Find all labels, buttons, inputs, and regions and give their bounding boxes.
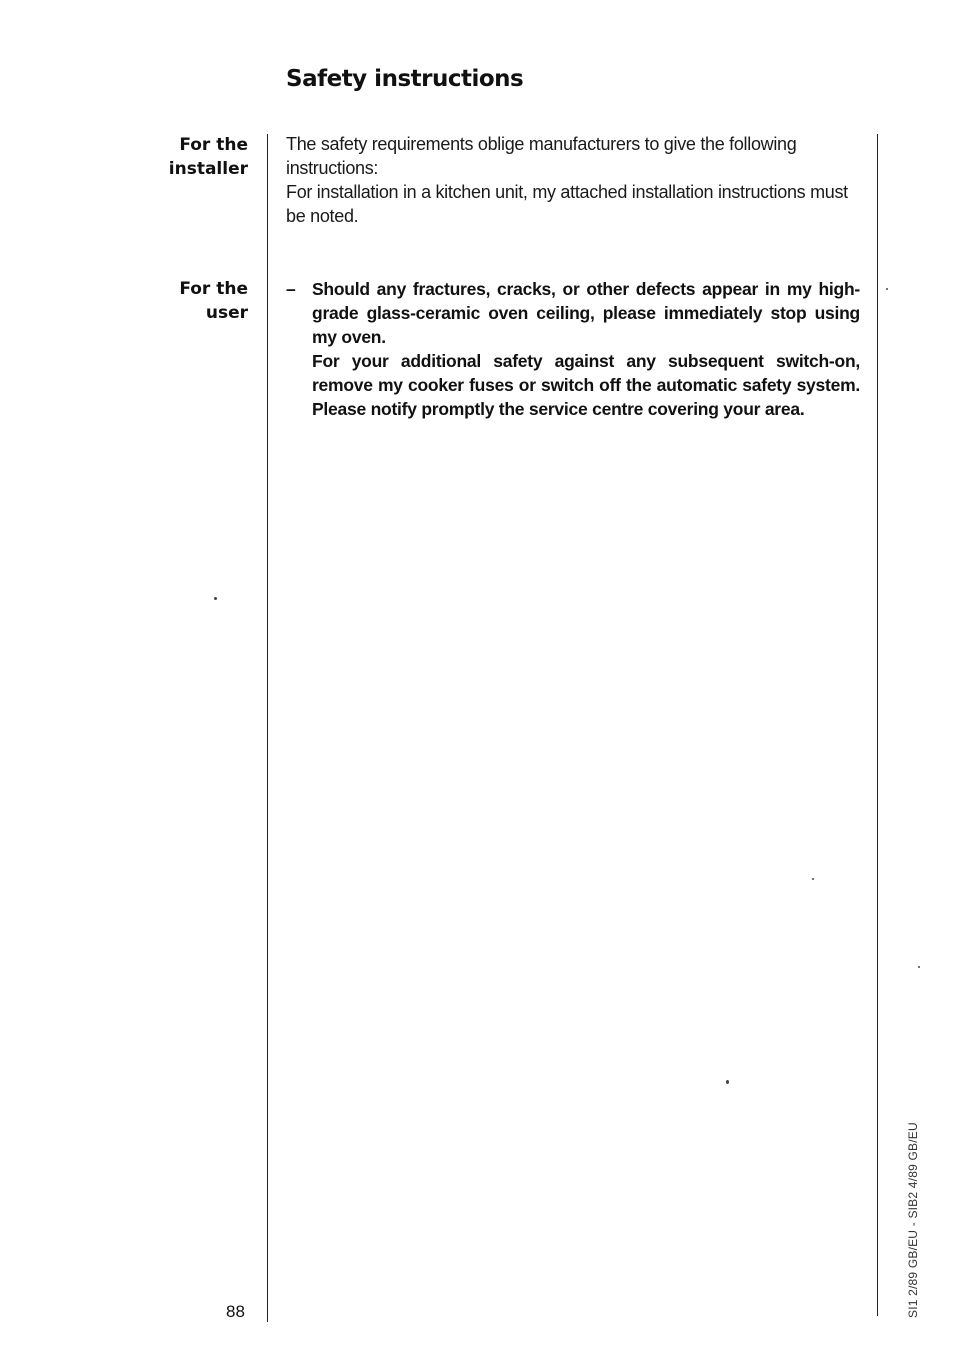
installer-label-line1: For the <box>179 135 248 155</box>
scan-speck <box>812 878 814 880</box>
user-paragraph-1: Should any fractures, cracks, or other defects appear in my high-grade glass-ceramic oven ceiling, please immediately stop using my oven. <box>312 279 860 347</box>
user-section <box>286 277 860 421</box>
bullet-dash: – <box>286 279 296 299</box>
scan-speck <box>214 597 217 600</box>
scan-speck <box>886 288 888 290</box>
right-rule <box>877 134 878 1316</box>
user-warning <box>312 277 860 421</box>
installer-label-line2: installer <box>168 159 248 179</box>
page-title: Safety instructions <box>286 66 524 92</box>
user-label-line2: user <box>205 303 248 323</box>
installer-paragraph-1: The safety requirements oblige manufacturers to give the following instructions: <box>286 134 797 178</box>
installer-label <box>169 133 248 181</box>
user-label <box>179 277 248 325</box>
user-label-line1: For the <box>179 279 248 299</box>
scan-speck <box>726 1080 729 1084</box>
user-paragraph-2: For your additional safety against any subsequent switch-on, remove my cooker fuses or switch off the automatic safety system. Please notify promptly the service centre covering your area. <box>312 351 860 419</box>
scan-speck <box>918 966 920 968</box>
document-code: SI1 2/89 GB/EU - SIB2 4/89 GB/EU <box>906 1122 920 1318</box>
installer-section <box>286 132 864 228</box>
installer-paragraph-2: For installation in a kitchen unit, my attached installation instructions must be noted. <box>286 182 848 226</box>
left-rule <box>267 134 268 1322</box>
page-number: 88 <box>226 1302 245 1321</box>
